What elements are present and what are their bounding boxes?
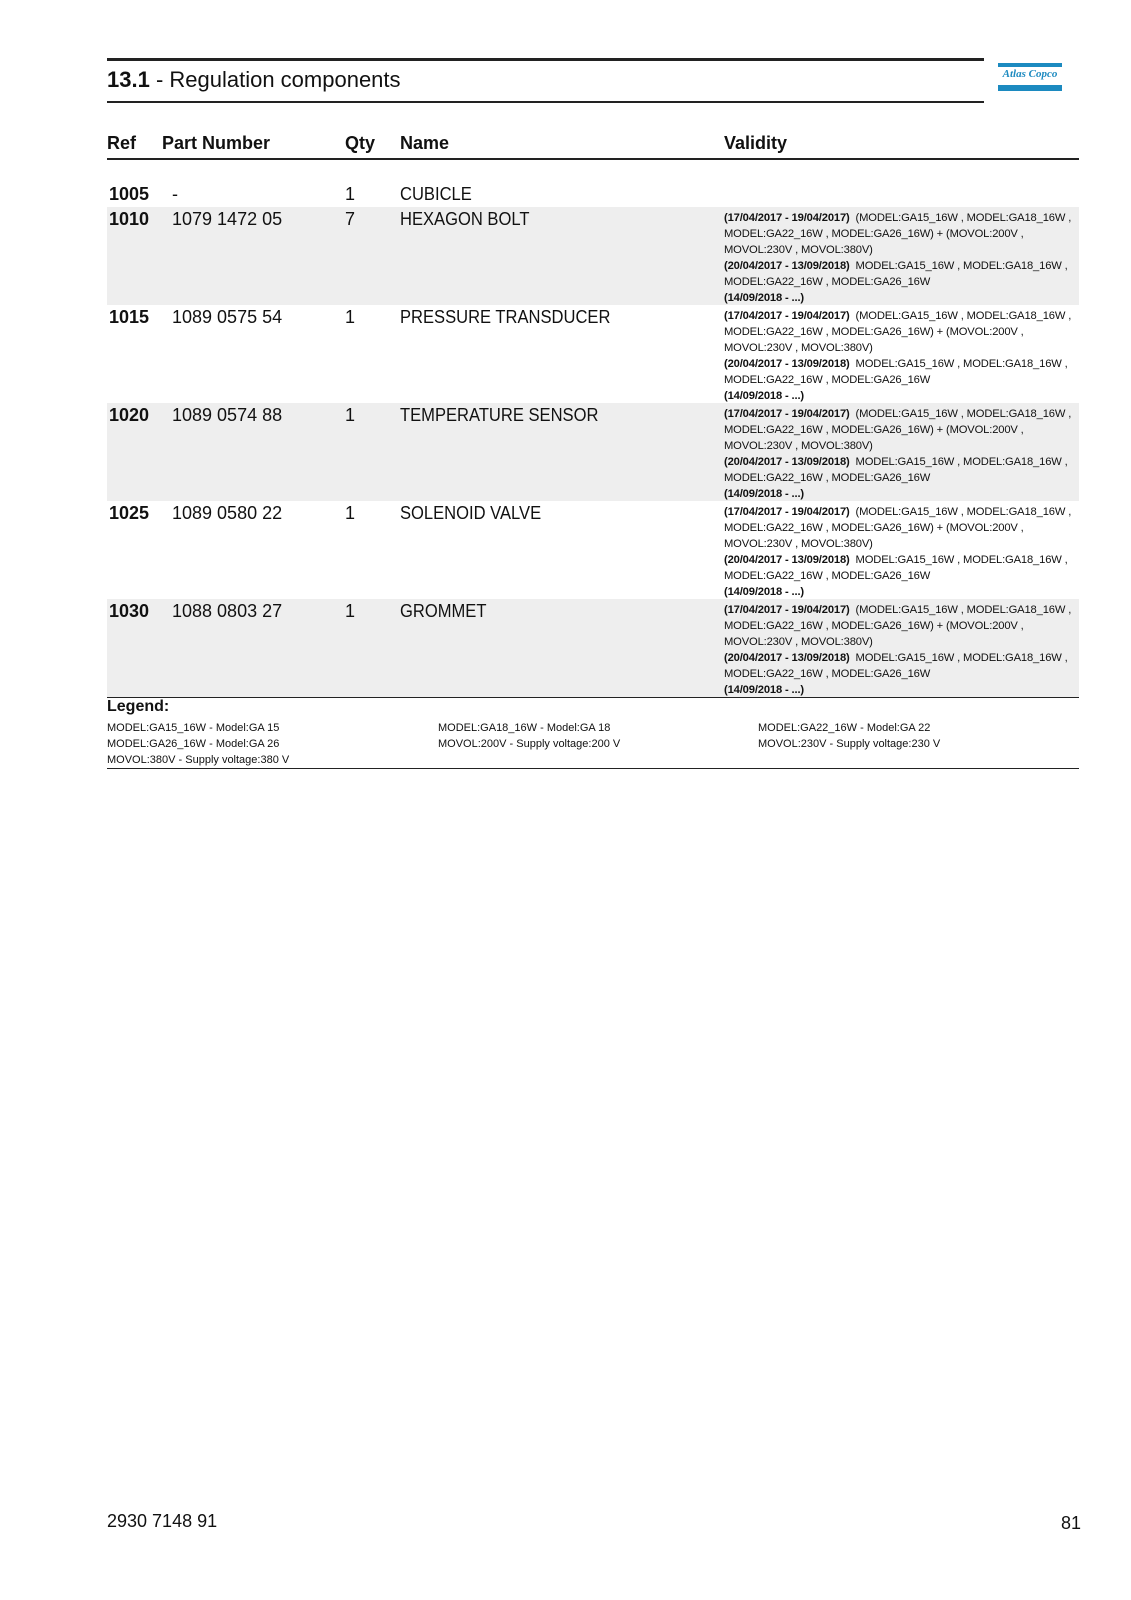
- table-row: [107, 305, 1079, 403]
- row-part-number: 1089 0575 54: [172, 307, 283, 327]
- validity-text: MODEL:GA22_16W , MODEL:GA26_16W: [724, 570, 931, 582]
- validity-line: [724, 388, 1079, 404]
- validity-date-range: (14/09/2018 - ...): [724, 586, 805, 598]
- row-qty: 1: [345, 405, 356, 425]
- row-ref: 1005: [109, 184, 150, 204]
- validity-date-range: (20/04/2017 - 13/09/2018): [724, 456, 850, 468]
- table-row: [107, 501, 1079, 599]
- table-row: [107, 207, 1079, 305]
- validity-text: MODEL:GA15_16W , MODEL:GA18_16W ,: [849, 456, 1068, 468]
- row-part-number: -: [172, 184, 178, 204]
- validity-line: [724, 650, 1079, 666]
- validity-line: [724, 486, 1079, 502]
- validity-line: [724, 340, 1079, 356]
- validity-date-range: (17/04/2017 - 19/04/2017): [724, 506, 850, 518]
- validity-line: [724, 226, 1079, 242]
- validity-line: [724, 454, 1079, 470]
- parts-table: [107, 182, 1079, 697]
- row-name: SOLENOID VALVE: [400, 503, 542, 523]
- validity-line: [724, 682, 1079, 698]
- validity-line: [724, 274, 1079, 290]
- validity-line: [724, 618, 1079, 634]
- row-ref: 1010: [109, 209, 150, 229]
- validity-date-range: (20/04/2017 - 13/09/2018): [724, 358, 850, 370]
- validity-text: MOVOL:230V , MOVOL:380V): [724, 440, 873, 452]
- col-header-ref: Ref: [107, 133, 137, 153]
- row-validity: [724, 504, 1079, 600]
- row-ref: 1020: [109, 405, 150, 425]
- validity-date-range: (14/09/2018 - ...): [724, 684, 805, 696]
- row-ref: 1025: [109, 503, 150, 523]
- row-qty: 7: [345, 209, 356, 229]
- validity-line: [724, 372, 1079, 388]
- validity-date-range: (17/04/2017 - 19/04/2017): [724, 212, 850, 224]
- validity-line: [724, 552, 1079, 568]
- header-divider: [107, 158, 1079, 160]
- legend-divider: [107, 768, 1079, 769]
- validity-text: (MODEL:GA15_16W , MODEL:GA18_16W ,: [849, 408, 1072, 420]
- logo-text: Atlas Copco: [1002, 68, 1058, 80]
- validity-line: [724, 504, 1079, 520]
- validity-line: [724, 258, 1079, 274]
- validity-text: MODEL:GA22_16W , MODEL:GA26_16W) + (MOVOL:200V ,: [724, 522, 1024, 534]
- validity-line: [724, 210, 1079, 226]
- validity-line: [724, 520, 1079, 536]
- validity-text: MODEL:GA22_16W , MODEL:GA26_16W) + (MOVOL:200V ,: [724, 620, 1024, 632]
- validity-text: MODEL:GA22_16W , MODEL:GA26_16W) + (MOVOL:200V ,: [724, 326, 1024, 338]
- row-validity: [724, 308, 1079, 404]
- validity-text: MODEL:GA22_16W , MODEL:GA26_16W) + (MOVOL:200V ,: [724, 424, 1024, 436]
- legend-item: MODEL:GA26_16W - Model:GA 26: [107, 738, 280, 750]
- logo-band-bottom: [998, 85, 1062, 91]
- validity-text: (MODEL:GA15_16W , MODEL:GA18_16W ,: [849, 310, 1072, 322]
- row-ref: 1015: [109, 307, 150, 327]
- row-name: PRESSURE TRANSDUCER: [400, 307, 611, 327]
- validity-line: [724, 666, 1079, 682]
- legend-item: MODEL:GA15_16W - Model:GA 15: [107, 722, 280, 734]
- validity-line: [724, 634, 1079, 650]
- validity-text: (MODEL:GA15_16W , MODEL:GA18_16W ,: [849, 506, 1072, 518]
- validity-date-range: (20/04/2017 - 13/09/2018): [724, 260, 850, 272]
- validity-text: MODEL:GA22_16W , MODEL:GA26_16W) + (MOVOL:200V ,: [724, 228, 1024, 240]
- row-qty: 1: [345, 503, 356, 523]
- validity-line: [724, 422, 1079, 438]
- row-part-number: 1079 1472 05: [172, 209, 283, 229]
- table-divider: [107, 697, 1079, 698]
- col-header-name: Name: [400, 133, 450, 153]
- table-row: [107, 599, 1079, 697]
- validity-date-range: (20/04/2017 - 13/09/2018): [724, 554, 850, 566]
- validity-line: [724, 308, 1079, 324]
- row-part-number: 1089 0574 88: [172, 405, 283, 425]
- validity-text: MODEL:GA22_16W , MODEL:GA26_16W: [724, 374, 931, 386]
- row-name: TEMPERATURE SENSOR: [400, 405, 599, 425]
- row-qty: 1: [345, 307, 356, 327]
- document-number: 2930 7148 91: [107, 1511, 218, 1531]
- row-ref: 1030: [109, 601, 150, 621]
- validity-text: MODEL:GA22_16W , MODEL:GA26_16W: [724, 472, 931, 484]
- validity-date-range: (14/09/2018 - ...): [724, 292, 805, 304]
- validity-text: (MODEL:GA15_16W , MODEL:GA18_16W ,: [849, 604, 1072, 616]
- validity-date-range: (17/04/2017 - 19/04/2017): [724, 310, 850, 322]
- table-row: [107, 403, 1079, 501]
- page-title: [107, 67, 401, 93]
- validity-text: MODEL:GA22_16W , MODEL:GA26_16W: [724, 276, 931, 288]
- row-name: CUBICLE: [400, 184, 472, 204]
- validity-text: MOVOL:230V , MOVOL:380V): [724, 538, 873, 550]
- validity-text: MODEL:GA15_16W , MODEL:GA18_16W ,: [849, 652, 1068, 664]
- validity-line: [724, 584, 1079, 600]
- validity-date-range: (14/09/2018 - ...): [724, 488, 805, 500]
- col-header-validity: Validity: [724, 133, 788, 153]
- validity-text: MODEL:GA15_16W , MODEL:GA18_16W ,: [849, 358, 1068, 370]
- row-validity: [724, 406, 1079, 502]
- row-part-number: 1089 0580 22: [172, 503, 283, 523]
- row-qty: 1: [345, 184, 356, 204]
- validity-line: [724, 324, 1079, 340]
- validity-line: [724, 602, 1079, 618]
- legend-item: MOVOL:200V - Supply voltage:200 V: [438, 738, 621, 750]
- row-qty: 1: [345, 601, 356, 621]
- validity-line: [724, 290, 1079, 306]
- validity-date-range: (17/04/2017 - 19/04/2017): [724, 604, 850, 616]
- table-row: [107, 182, 1079, 207]
- validity-text: MODEL:GA15_16W , MODEL:GA18_16W ,: [849, 554, 1068, 566]
- validity-date-range: (14/09/2018 - ...): [724, 390, 805, 402]
- validity-text: MOVOL:230V , MOVOL:380V): [724, 342, 873, 354]
- section-header: [107, 58, 984, 103]
- validity-date-range: (17/04/2017 - 19/04/2017): [724, 408, 850, 420]
- legend-item: MODEL:GA22_16W - Model:GA 22: [758, 722, 931, 734]
- validity-text: MOVOL:230V , MOVOL:380V): [724, 244, 873, 256]
- row-part-number: 1088 0803 27: [172, 601, 283, 621]
- validity-line: [724, 470, 1079, 486]
- col-header-part-number: Part Number: [162, 133, 271, 153]
- legend-title: Legend:: [107, 698, 170, 715]
- logo-band-top: [998, 63, 1062, 67]
- page-number: 81: [1060, 1513, 1081, 1533]
- row-name: GROMMET: [400, 601, 487, 621]
- row-name: HEXAGON BOLT: [400, 209, 530, 229]
- legend-item: MOVOL:380V - Supply voltage:380 V: [107, 754, 290, 766]
- validity-line: [724, 568, 1079, 584]
- validity-line: [724, 536, 1079, 552]
- validity-line: [724, 356, 1079, 372]
- validity-line: [724, 406, 1079, 422]
- validity-text: MODEL:GA15_16W , MODEL:GA18_16W ,: [849, 260, 1068, 272]
- legend-item: MOVOL:230V - Supply voltage:230 V: [758, 738, 941, 750]
- validity-line: [724, 242, 1079, 258]
- validity-date-range: (20/04/2017 - 13/09/2018): [724, 652, 850, 664]
- validity-line: [724, 438, 1079, 454]
- legend-item: MODEL:GA18_16W - Model:GA 18: [438, 722, 611, 734]
- section-title: - Regulation components: [149, 67, 401, 92]
- row-validity: [724, 602, 1079, 698]
- validity-text: MOVOL:230V , MOVOL:380V): [724, 636, 873, 648]
- row-validity: [724, 210, 1079, 306]
- atlas-copco-logo: [998, 62, 1062, 92]
- validity-text: MODEL:GA22_16W , MODEL:GA26_16W: [724, 668, 931, 680]
- validity-text: (MODEL:GA15_16W , MODEL:GA18_16W ,: [849, 212, 1072, 224]
- section-number: 13.1: [107, 67, 150, 92]
- col-header-qty: Qty: [345, 133, 376, 153]
